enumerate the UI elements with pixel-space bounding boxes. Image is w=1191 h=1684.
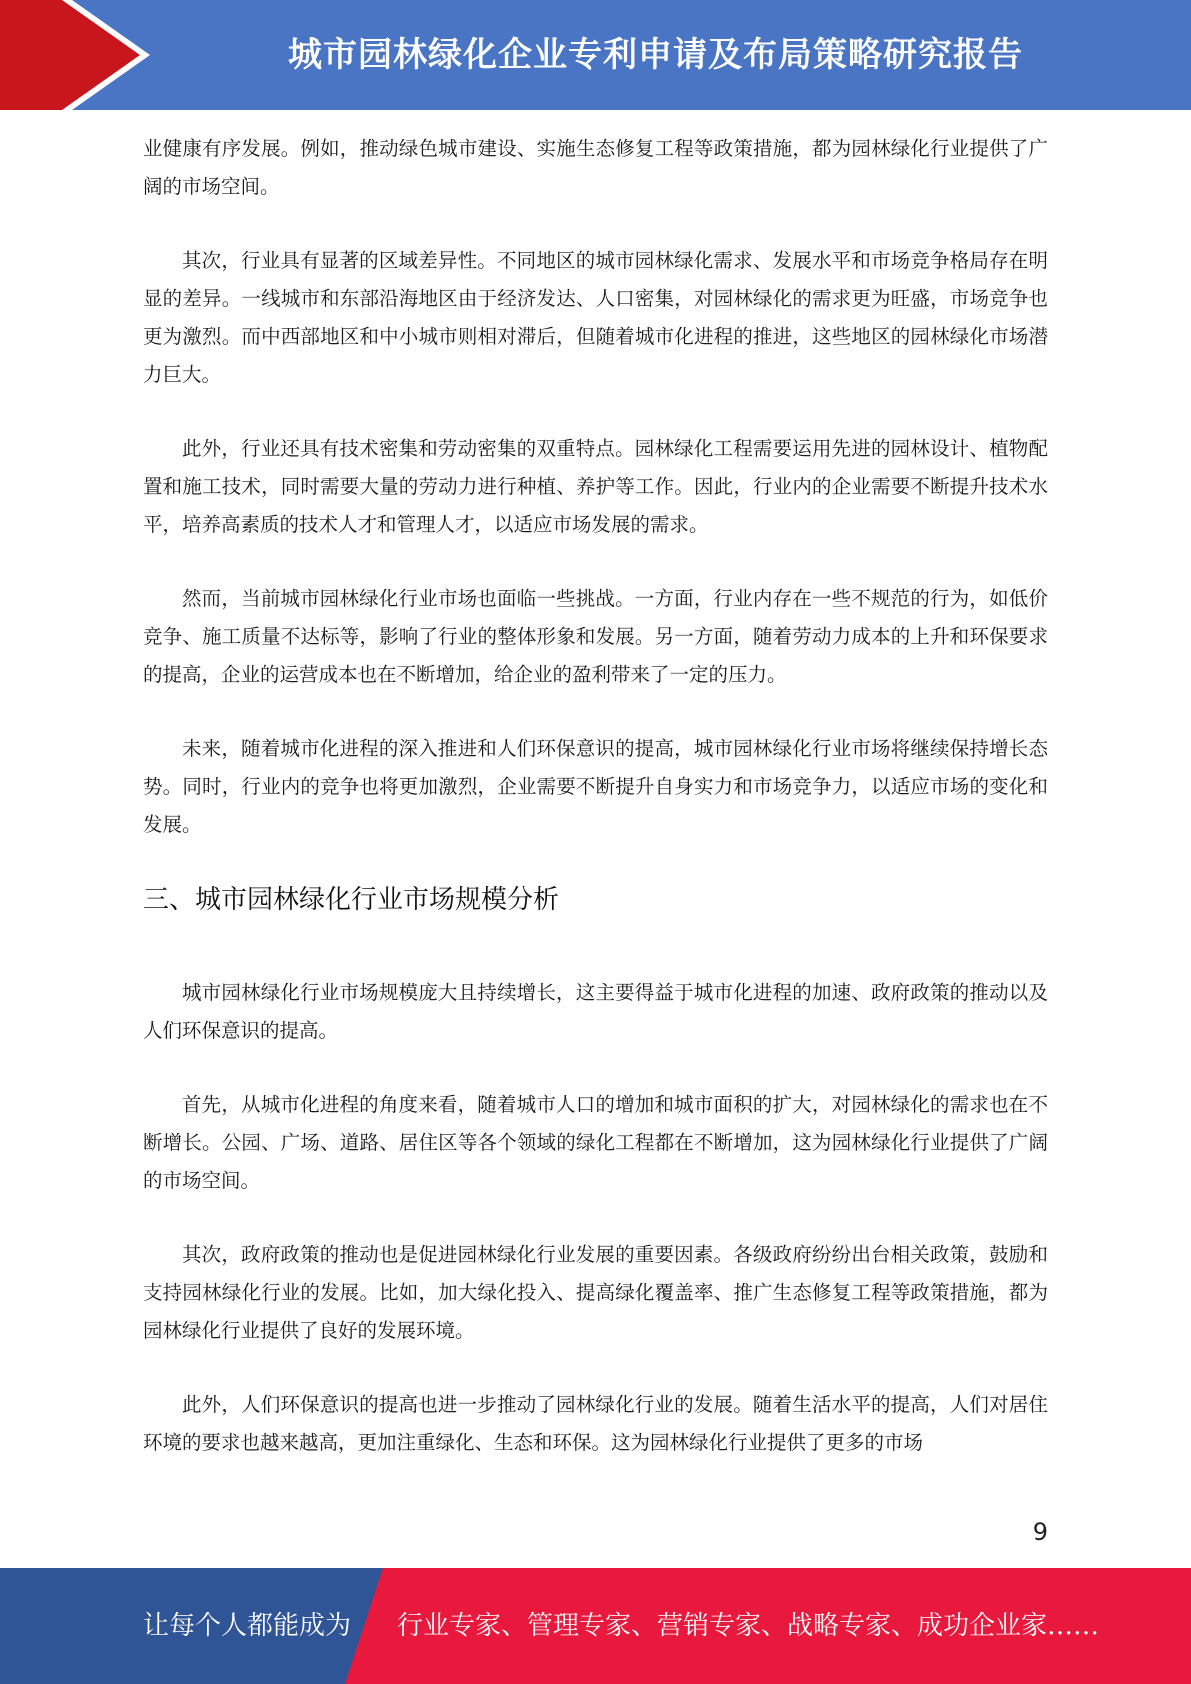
footer-slogan-left: 让每个人都能成为 [143,1611,352,1641]
paragraph: 业健康有序发展。例如，推动绿色城市建设、实施生态修复工程等政策措施，都为园林绿化行业提供了广阔的市场空间。 [143,137,1048,198]
paragraph: 城市园林绿化行业市场规模庞大且持续增长，这主要得益于城市化进程的加速、政府政策的推动以及人们环保意识的提高。 [143,981,1048,1042]
header-banner [0,0,1191,110]
paragraph: 然而，当前城市园林绿化行业市场也面临一些挑战。一方面，行业内存在一些不规范的行为，如低价竞争、施工质量不达标等，影响了行业的整体形象和发展。另一方面，随着劳动力成本的上升和环保要求的提高，企业的运营成本也在不断增加，给企业的盈利带来了一定的压力。 [143,587,1048,686]
report-title: 城市园林绿化企业专利申请及布局策略研究报告 [288,35,1023,75]
paragraph: 其次，政府政策的推动也是促进园林绿化行业发展的重要因素。各级政府纷纷出台相关政策，鼓励和支持园林绿化行业的发展。比如，加大绿化投入、提高绿化覆盖率、推广生态修复工程等政策措施，都为园林绿化行业提供了良好的发展环境。 [143,1243,1048,1342]
paragraph: 此外，人们环保意识的提高也进一步推动了园林绿化行业的发展。随着生活水平的提高，人们对居住环境的要求也越来越高，更加注重绿化、生态和环保。这为园林绿化行业提供了更多的市场 [143,1393,1048,1454]
paragraph: 其次，行业具有显著的区域差异性。不同地区的城市园林绿化需求、发展水平和市场竞争格局存在明显的差异。一线城市和东部沿海地区由于经济发达、人口密集，对园林绿化的需求更为旺盛，市场竞争也更为激烈。而中西部地区和中小城市则相对滞后，但随着城市化进程的推进，这些地区的园林绿化市场潜力巨大。 [143,249,1048,386]
section-heading: 三、城市园林绿化行业市场规模分析 [143,885,560,915]
footer-slogan-right: 行业专家、管理专家、营销专家、战略专家、成功企业家…… [397,1611,1100,1641]
header-arrow-decoration [0,0,160,110]
document-body [143,130,1048,1498]
paragraph: 此外，行业还具有技术密集和劳动密集的双重特点。园林绿化工程需要运用先进的园林设计、植物配置和施工技术，同时需要大量的劳动力进行种植、养护等工作。因此，行业内的企业需要不断提升技术水平，培养高素质的技术人才和管理人才，以适应市场发展的需求。 [143,437,1048,536]
paragraph: 首先，从城市化进程的角度来看，随着城市人口的增加和城市面积的扩大，对园林绿化的需求也在不断增长。公园、广场、道路、居住区等各个领域的绿化工程都在不断增加，这为园林绿化行业提供了广阔的市场空间。 [143,1093,1048,1192]
page-number: 9 [1032,1518,1048,1546]
footer-banner [0,1568,1191,1684]
paragraph: 未来，随着城市化进程的深入推进和人们环保意识的提高，城市园林绿化行业市场将继续保持增长态势。同时，行业内的竞争也将更加激烈，企业需要不断提升自身实力和市场竞争力，以适应市场的变化和发展。 [143,737,1048,836]
